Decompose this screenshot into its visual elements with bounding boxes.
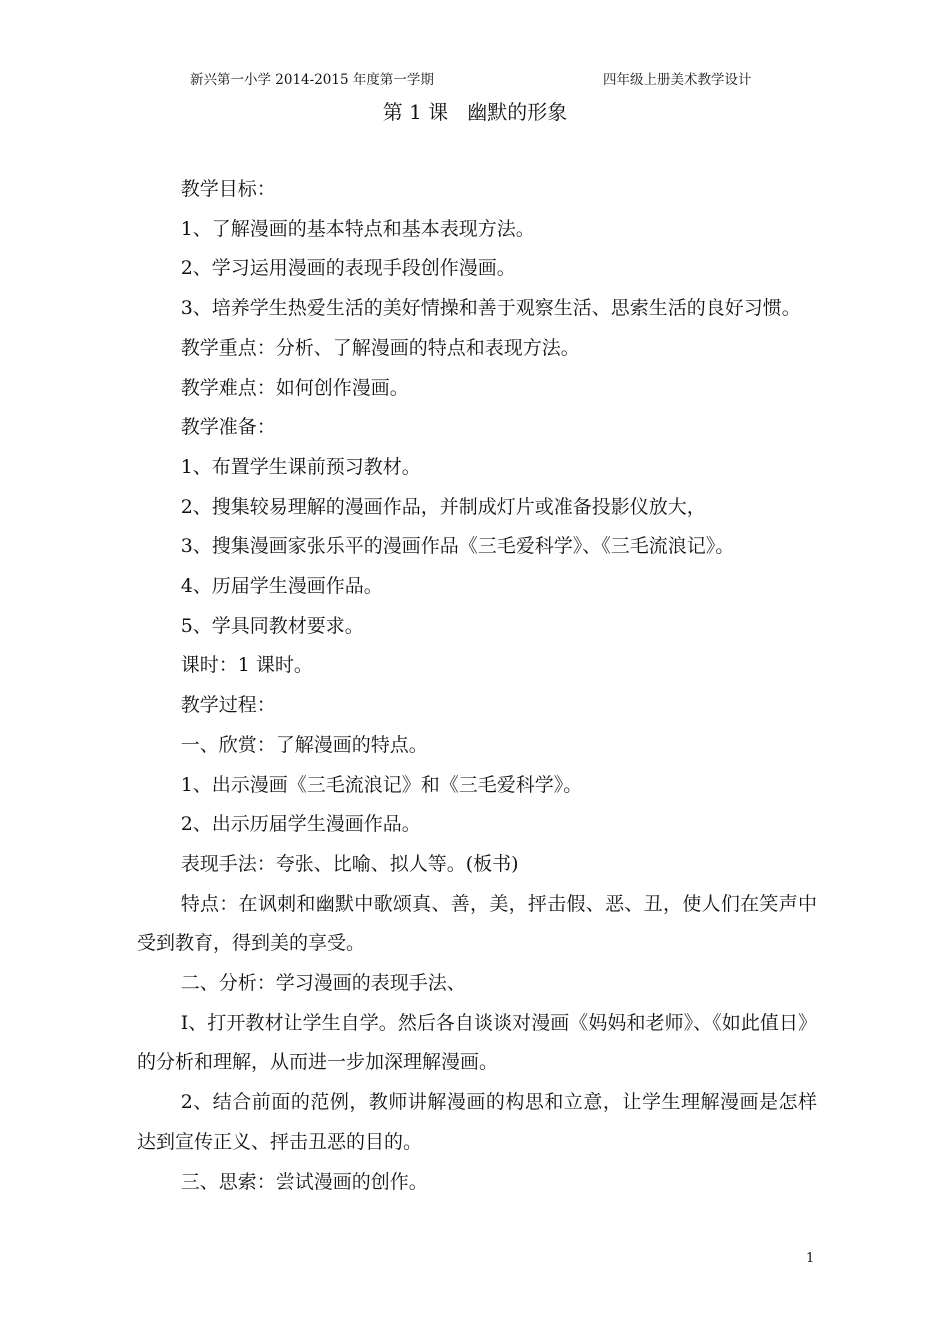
header-school-term: 新兴第一小学 2014-2015 年度第一学期 <box>190 72 434 88</box>
page-number: 1 <box>806 1251 815 1266</box>
paragraph: 表现手法：夸张、比喻、拟人等。(板书) <box>180 852 519 875</box>
paragraph: 1、了解漫画的基本特点和基本表现方法。 <box>180 217 535 240</box>
paragraph: 1、布置学生课前预习教材。 <box>180 455 421 478</box>
header-course-title: 四年级上册美术教学设计 <box>603 72 752 88</box>
paragraph: 课时：1 课时。 <box>180 654 313 677</box>
paragraph: 一、欣赏：了解漫画的特点。 <box>180 733 428 756</box>
paragraph: 教学重点：分析、了解漫画的特点和表现方法。 <box>180 336 580 359</box>
paragraph: 3、搜集漫画家张乐平的漫画作品《三毛爱科学》、《三毛流浪记》。 <box>180 535 735 558</box>
paragraph: 特点：在讽刺和幽默中歌颂真、善，美，抨击假、恶、丑，使人们在笑声中受到教育，得到美的享受。 <box>137 892 817 955</box>
paragraph: 三、思索：尝试漫画的创作。 <box>180 1170 428 1193</box>
paragraph: 2、搜集较易理解的漫画作品，并制成灯片或准备投影仪放大， <box>180 495 706 518</box>
paragraph: 3、培养学生热爱生活的美好情操和善于观察生活、思索生活的良好习惯。 <box>180 297 801 320</box>
paragraph: 教学难点：如何创作漫画。 <box>180 376 409 399</box>
paragraph: 教学过程： <box>180 694 276 717</box>
paragraph: 教学目标： <box>180 178 276 200</box>
paragraph: 2、学习运用漫画的表现手段创作漫画。 <box>180 257 516 280</box>
paragraph: 二、分析：学习漫画的表现手法、 <box>180 972 466 995</box>
paragraph: 2、出示历届学生漫画作品。 <box>180 813 421 836</box>
paragraph: 5、学具同教材要求。 <box>180 614 364 637</box>
paragraph: 4、历届学生漫画作品。 <box>180 575 383 598</box>
paragraph: 1、出示漫画《三毛流浪记》和《三毛爱科学》。 <box>180 773 583 796</box>
paragraph: 教学准备： <box>180 416 276 439</box>
lesson-title: 第 1 课 幽默的形象 <box>382 100 568 124</box>
lesson-body <box>137 170 817 1202</box>
paragraph: 2、结合前面的范例，教师讲解漫画的构思和立意，让学生理解漫画是怎样达到宣传正义、抨击丑恶的目的。 <box>137 1091 817 1153</box>
paragraph: I、打开教材让学生自学。然后各自谈谈对漫画《妈妈和老师》、《如此值日》的分析和理解，从而进一步加深理解漫画。 <box>137 1011 817 1074</box>
